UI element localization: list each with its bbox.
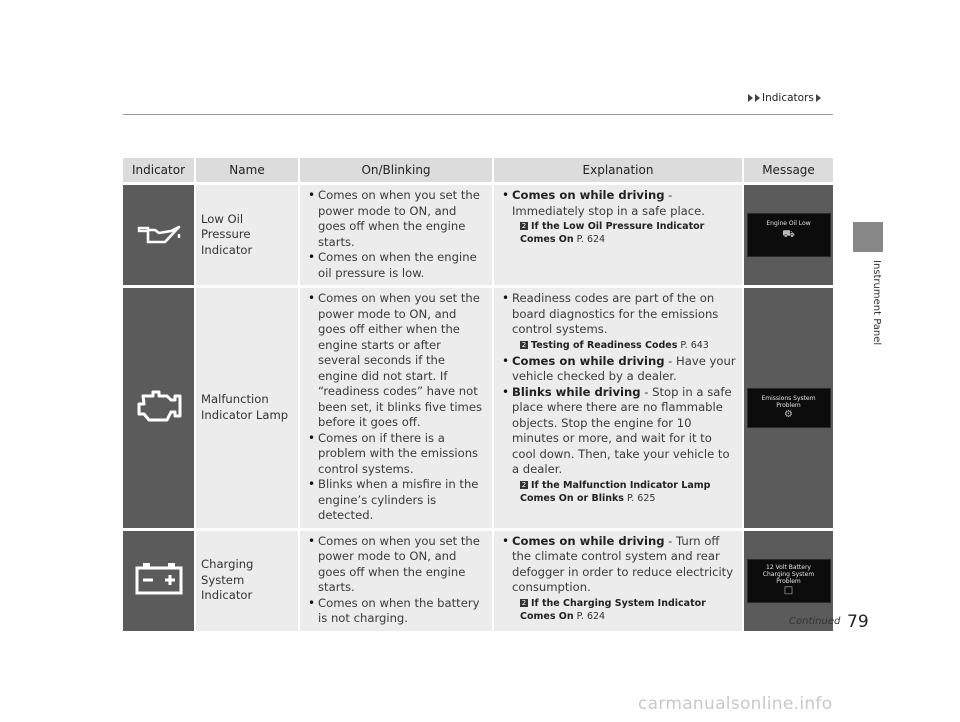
- reference-icon: 2: [521, 340, 527, 349]
- reference-icon: 2: [521, 598, 527, 607]
- body-text: - Turn off the climate control system and rear defogger in order to reduce electricity consumption.: [512, 533, 734, 594]
- reference-icon: 2: [521, 222, 527, 230]
- message-line: Problem: [776, 401, 801, 409]
- explanation-cell: [494, 185, 744, 285]
- list-item: • Comes on when the battery is not charging.: [306, 596, 486, 627]
- indicator-cell: [123, 531, 196, 631]
- page-reference[interactable]: [500, 220, 736, 246]
- list-item: • Comes on when you set the power mode to ON, and goes off either when the engine starts or after several seconds if the engine did not start. If “readiness codes” have not been set, it blinks five times before it goes off.: [306, 291, 486, 431]
- list-item: [500, 291, 736, 338]
- emphasis-text: Comes on while driving: [512, 353, 665, 368]
- explanation-cell: [494, 288, 744, 528]
- emphasis-text: Comes on while driving: [512, 533, 665, 548]
- body-text: - Have your vehicle checked by a dealer.: [512, 353, 736, 383]
- message-cell: [744, 185, 833, 285]
- breadcrumb-arrow-icon: [748, 94, 753, 102]
- message-line: Problem: [776, 577, 801, 585]
- on-blinking-cell: [300, 288, 494, 528]
- table-row: [123, 288, 833, 528]
- reference-title: If the Low Oil Pressure Indicator Comes On: [520, 221, 705, 245]
- column-header: Indicator: [123, 158, 196, 182]
- name-cell: [196, 288, 300, 528]
- emphasis-text: Comes on while driving: [512, 188, 665, 202]
- page-reference[interactable]: [500, 597, 736, 623]
- message-line: Engine Oil Low: [766, 220, 811, 227]
- reference-page: P. 625: [623, 492, 656, 504]
- battery-icon: □: [783, 584, 794, 596]
- continued-label: Continued: [789, 616, 841, 627]
- list-item: • Comes on if there is a problem with the emissions control systems.: [306, 431, 486, 478]
- message-cell: [744, 288, 833, 528]
- reference-title: If the Charging System Indicator Comes On: [520, 597, 706, 622]
- section-tab[interactable]: [853, 222, 883, 252]
- on-blinking-cell: [300, 185, 494, 285]
- oil-can-icon: [135, 222, 183, 244]
- indicator-cell: [123, 288, 196, 528]
- watermark: carmanualsonline.info: [638, 694, 833, 714]
- breadcrumb-arrow-icon: [755, 94, 760, 102]
- message-line: Charging System: [762, 570, 815, 578]
- table-row: [123, 531, 833, 631]
- table-row: [123, 185, 833, 285]
- indicator-name: Low Oil Pressure Indicator: [201, 211, 253, 257]
- message-display: [747, 213, 831, 257]
- message-display: [747, 559, 831, 603]
- body-text: - Stop in a safe place where there are no flammable objects. Stop the engine for 10 minutes or more, and wait for it to cool down. Then, take your vehicle to a dealer.: [512, 384, 732, 476]
- reference-title: If the Malfunction Indicator Lamp Comes On or Blinks: [520, 479, 711, 504]
- breadcrumb-arrow-icon: [816, 94, 821, 102]
- list-item: • Blinks when a misfire in the engine’s cylinders is detected.: [306, 477, 486, 524]
- breadcrumb: [748, 92, 821, 104]
- breadcrumb-label[interactable]: Indicators: [762, 92, 814, 104]
- page-reference[interactable]: [500, 339, 736, 352]
- table-header-row: [123, 158, 833, 182]
- column-header: On/Blinking: [300, 158, 494, 182]
- engine-icon: [133, 386, 185, 426]
- on-blinking-cell: [300, 531, 494, 631]
- page-reference[interactable]: [500, 479, 736, 505]
- message-line: 12 Volt Battery: [766, 563, 811, 571]
- reference-icon: 2: [521, 480, 527, 489]
- section-tab-label: Instrument Panel: [871, 260, 882, 346]
- list-item: • Comes on when you set the power mode to ON, and goes off when the engine starts.: [306, 534, 486, 596]
- list-item: [500, 534, 736, 596]
- message-line: Emissions System: [761, 394, 816, 402]
- list-item: • Comes on when the engine oil pressure is low.: [306, 250, 486, 281]
- reference-page: P. 624: [573, 234, 606, 245]
- name-cell: [196, 531, 300, 631]
- reference-page: P. 643: [677, 339, 709, 351]
- indicator-cell: [123, 185, 196, 285]
- list-item: [500, 354, 736, 385]
- indicator-table: [123, 158, 833, 631]
- list-item: [500, 188, 736, 219]
- battery-icon: [133, 560, 185, 596]
- reference-page: P. 624: [573, 610, 606, 622]
- body-text: Readiness codes are part of the on board diagnostics for the emissions control systems.: [512, 291, 719, 336]
- indicator-name: Malfunction Indicator Lamp: [201, 392, 289, 422]
- oil-can-icon: ⛟: [782, 229, 795, 240]
- engine-icon: ⚙: [784, 408, 793, 420]
- header-rule: [123, 114, 833, 115]
- message-display: [747, 388, 831, 428]
- reference-title: Testing of Readiness Codes: [531, 339, 678, 351]
- body-text: - Immediately stop in a safe place.: [512, 188, 705, 218]
- emphasis-text: Blinks while driving: [512, 384, 641, 399]
- name-cell: [196, 185, 300, 285]
- column-header: Message: [744, 158, 833, 182]
- page-number: 79: [847, 612, 869, 632]
- list-item: • Comes on when you set the power mode to ON, and goes off when the engine starts.: [306, 188, 486, 250]
- explanation-cell: [494, 531, 744, 631]
- column-header: Explanation: [494, 158, 744, 182]
- list-item: [500, 385, 736, 478]
- indicator-name: Charging System Indicator: [201, 557, 254, 603]
- column-header: Name: [196, 158, 300, 182]
